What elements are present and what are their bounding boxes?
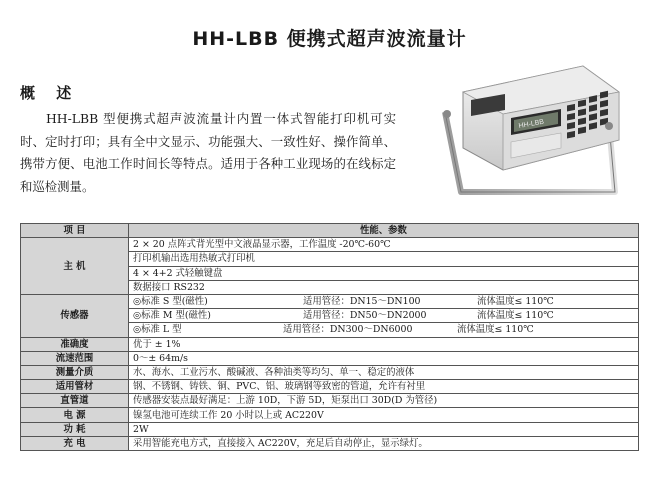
row-label-medium: 测量介质	[21, 365, 129, 379]
row-value-velocity: 0～± 64m/s	[129, 351, 639, 365]
row-label-sensor: 传感器	[21, 294, 129, 337]
overview-heading: 概 述	[20, 84, 80, 102]
table-row	[21, 380, 639, 394]
table-row	[21, 436, 639, 450]
spec-table	[20, 223, 639, 451]
row-value-power: 镍氢电池可连续工作 20 小时以上或 AC220V	[129, 408, 639, 422]
row-label-pipe-material: 适用管材	[21, 380, 129, 394]
sensor-pipe: 适用管径：DN300～DN6000	[283, 324, 413, 336]
sensor-temp: 流体温度≤ 110℃	[457, 324, 534, 336]
table-header-row	[21, 224, 639, 238]
device-screen-label: HH-LBB	[518, 118, 545, 130]
row-label-consumption: 功 耗	[21, 422, 129, 436]
row-label-straight-pipe: 直管道	[21, 394, 129, 408]
header-item: 项 目	[21, 224, 129, 238]
header-spec: 性能、参数	[129, 224, 639, 238]
sensor-temp: 流体温度≤ 110℃	[477, 296, 554, 308]
overview-paragraph: HH-LBB 型便携式超声波流量计内置一体式智能打印机可实时、定时打印；具有全中文显示、功能强大、一致性好、操作简单、携带方便、电池工作时间长等特点。适用于各种工业现场的在线标定和巡检测量。	[20, 111, 396, 194]
sensor-type: ◎标准 M 型(磁性)	[133, 310, 211, 322]
table-row	[21, 294, 639, 308]
row-label-charging: 充 电	[21, 436, 129, 450]
row-label-velocity: 流速范围	[21, 351, 129, 365]
page-title: HH-LBB 便携式超声波流量计	[192, 28, 467, 50]
table-row	[21, 351, 639, 365]
row-value-charging: 采用智能充电方式，直接接入 AC220V，充足后自动停止，显示绿灯。	[129, 436, 639, 450]
row-value-pipe-material: 钢、不锈钢、铸铁、铜、PVC、铝、玻璃钢等致密的管道，允许有衬里	[129, 380, 639, 394]
host-spec-3: 4 × 4+2 式轻触键盘	[129, 266, 639, 280]
row-label-host: 主 机	[21, 238, 129, 295]
host-spec-2: 打印机输出选用热敏式打印机	[129, 252, 639, 266]
table-row	[21, 337, 639, 351]
table-row	[21, 365, 639, 379]
row-value-medium: 水、海水、工业污水、酸碱液、各种油类等均匀、单一、稳定的液体	[129, 365, 639, 379]
row-label-power: 电 源	[21, 408, 129, 422]
sensor-pipe: 适用管径：DN50～DN2000	[303, 310, 427, 322]
table-row	[21, 238, 639, 252]
overview-text	[20, 108, 396, 198]
sensor-temp: 流体温度≤ 110℃	[477, 310, 554, 322]
table-row	[21, 394, 639, 408]
row-value-consumption: 2W	[129, 422, 639, 436]
host-spec-4: 数据接口 RS232	[129, 280, 639, 294]
table-row	[21, 408, 639, 422]
table-row	[21, 422, 639, 436]
flowmeter-device-image	[433, 52, 633, 202]
sensor-row-m	[133, 309, 634, 322]
row-value-accuracy: 优于 ± 1%	[129, 337, 639, 351]
row-value-straight-pipe: 传感器安装点最好满足：上游 10D，下游 5D，矩泵出口 30D(D 为管径)	[129, 394, 639, 408]
host-spec-1: 2 × 20 点阵式背光型中文液晶显示器，工作温度 -20℃-60℃	[129, 238, 639, 252]
sensor-row-s	[133, 295, 634, 308]
sensor-pipe: 适用管径：DN15～DN100	[303, 296, 421, 308]
sensor-type: ◎标准 S 型(磁性)	[133, 296, 208, 308]
row-label-accuracy: 准确度	[21, 337, 129, 351]
sensor-row-l	[133, 323, 634, 336]
sensor-type: ◎标准 L 型	[133, 324, 182, 336]
